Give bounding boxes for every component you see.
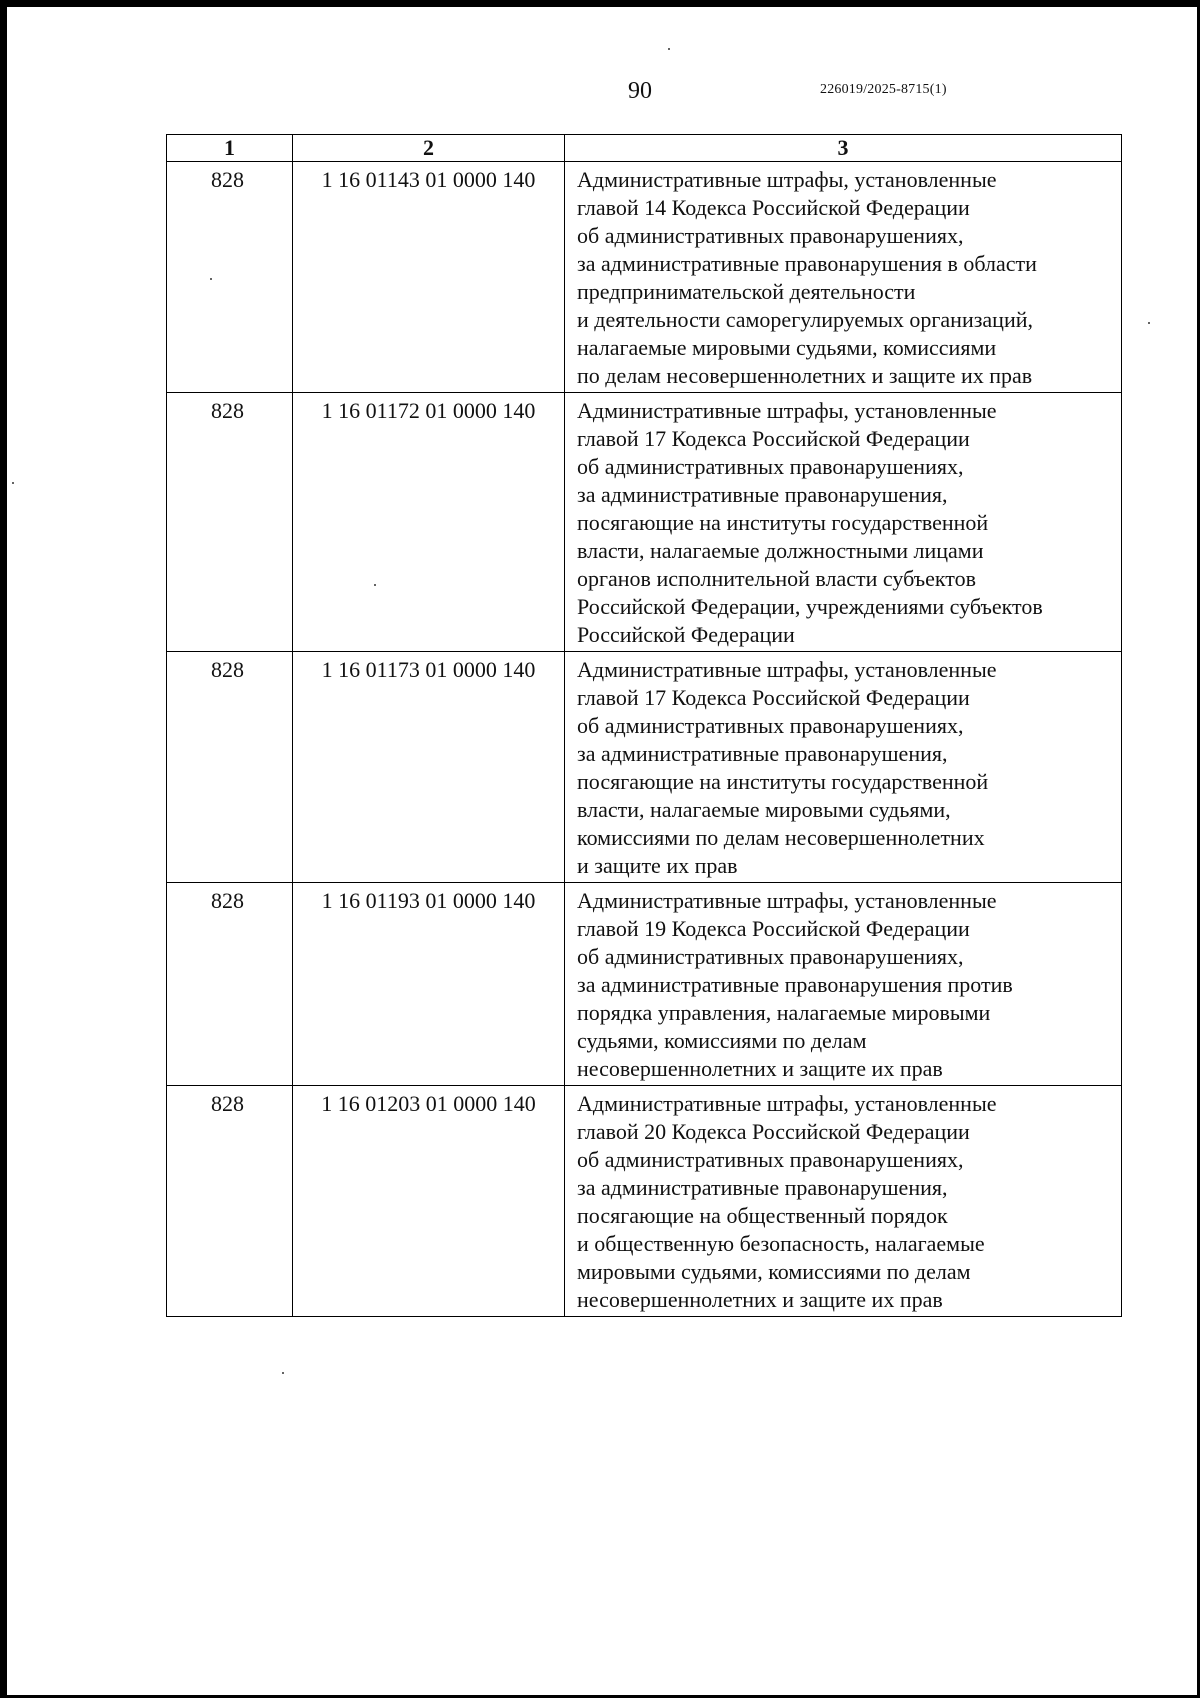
- description-line: Административные штрафы, установленные: [577, 1091, 997, 1116]
- budget-code-cell: 1 16 01172 01 0000 140: [293, 393, 565, 652]
- page-number: 90: [628, 78, 652, 104]
- description-line: судьями, комиссиями по делам: [577, 1028, 867, 1053]
- description-line: главой 17 Кодекса Российской Федерации: [577, 426, 970, 451]
- description-line: об административных правонарушениях,: [577, 713, 964, 738]
- column-header-3: 3: [565, 135, 1122, 162]
- column-header-1: 1: [167, 135, 293, 162]
- description-cell: [565, 162, 1122, 393]
- description-line: об административных правонарушениях,: [577, 223, 964, 248]
- scan-speck: [1148, 322, 1150, 324]
- description-cell: [565, 1086, 1122, 1317]
- description-line: за административные правонарушения,: [577, 1175, 948, 1200]
- admin-code-cell: 828: [167, 883, 293, 1086]
- admin-code-cell: 828: [167, 652, 293, 883]
- description-line: главой 19 Кодекса Российской Федерации: [577, 916, 970, 941]
- description-line: и защите их прав: [577, 853, 738, 878]
- budget-code-cell: 1 16 01203 01 0000 140: [293, 1086, 565, 1317]
- admin-code-cell: 828: [167, 1086, 293, 1317]
- column-header-2: 2: [293, 135, 565, 162]
- table-row: [167, 162, 1122, 393]
- description-line: об административных правонарушениях,: [577, 1147, 964, 1172]
- budget-code-cell: 1 16 01173 01 0000 140: [293, 652, 565, 883]
- description-line: посягающие на общественный порядок: [577, 1203, 948, 1228]
- document-id: 226019/2025-8715(1): [820, 82, 947, 97]
- description-cell: [565, 883, 1122, 1086]
- description-line: за административные правонарушения,: [577, 741, 948, 766]
- description-line: власти, налагаемые мировыми судьями,: [577, 797, 951, 822]
- description-line: органов исполнительной власти субъектов: [577, 566, 977, 591]
- description-line: главой 14 Кодекса Российской Федерации: [577, 195, 970, 220]
- table-row: [167, 393, 1122, 652]
- description-line: Административные штрафы, установленные: [577, 167, 997, 192]
- description-line: налагаемые мировыми судьями, комиссиями: [577, 335, 997, 360]
- budget-code-cell: 1 16 01193 01 0000 140: [293, 883, 565, 1086]
- description-line: Административные штрафы, установленные: [577, 398, 997, 423]
- description-cell: [565, 393, 1122, 652]
- description-line: об административных правонарушениях,: [577, 454, 964, 479]
- scan-speck: [12, 482, 14, 484]
- description-line: Российской Федерации, учреждениями субъектов: [577, 594, 1043, 619]
- description-cell: [565, 652, 1122, 883]
- description-line: главой 20 Кодекса Российской Федерации: [577, 1119, 970, 1144]
- fines-table: [166, 134, 1122, 1317]
- description-line: по делам несовершеннолетних и защите их прав: [577, 363, 1033, 388]
- description-line: мировыми судьями, комиссиями по делам: [577, 1259, 971, 1284]
- description-line: за административные правонарушения в области: [577, 251, 1037, 276]
- admin-code-cell: 828: [167, 162, 293, 393]
- description-line: порядка управления, налагаемые мировыми: [577, 1000, 991, 1025]
- table-header-row: [167, 135, 1122, 162]
- description-line: несовершеннолетних и защите их прав: [577, 1056, 943, 1081]
- description-line: Административные штрафы, установленные: [577, 657, 997, 682]
- description-line: за административные правонарушения против: [577, 972, 1013, 997]
- description-line: посягающие на институты государственной: [577, 769, 989, 794]
- description-line: главой 17 Кодекса Российской Федерации: [577, 685, 970, 710]
- admin-code-cell: 828: [167, 393, 293, 652]
- description-line: комиссиями по делам несовершеннолетних: [577, 825, 985, 850]
- description-line: власти, налагаемые должностными лицами: [577, 538, 984, 563]
- table-row: [167, 1086, 1122, 1317]
- description-line: несовершеннолетних и защите их прав: [577, 1287, 943, 1312]
- description-line: об административных правонарушениях,: [577, 944, 964, 969]
- description-line: и общественную безопасность, налагаемые: [577, 1231, 985, 1256]
- table-row: [167, 883, 1122, 1086]
- scan-speck: [282, 1372, 284, 1374]
- table-row: [167, 652, 1122, 883]
- description-line: предпринимательской деятельности: [577, 279, 916, 304]
- description-line: за административные правонарушения,: [577, 482, 948, 507]
- description-line: Российской Федерации: [577, 622, 795, 647]
- description-line: Административные штрафы, установленные: [577, 888, 997, 913]
- scan-speck: [668, 48, 670, 50]
- description-line: посягающие на институты государственной: [577, 510, 989, 535]
- budget-code-cell: 1 16 01143 01 0000 140: [293, 162, 565, 393]
- description-line: и деятельности саморегулируемых организаций,: [577, 307, 1034, 332]
